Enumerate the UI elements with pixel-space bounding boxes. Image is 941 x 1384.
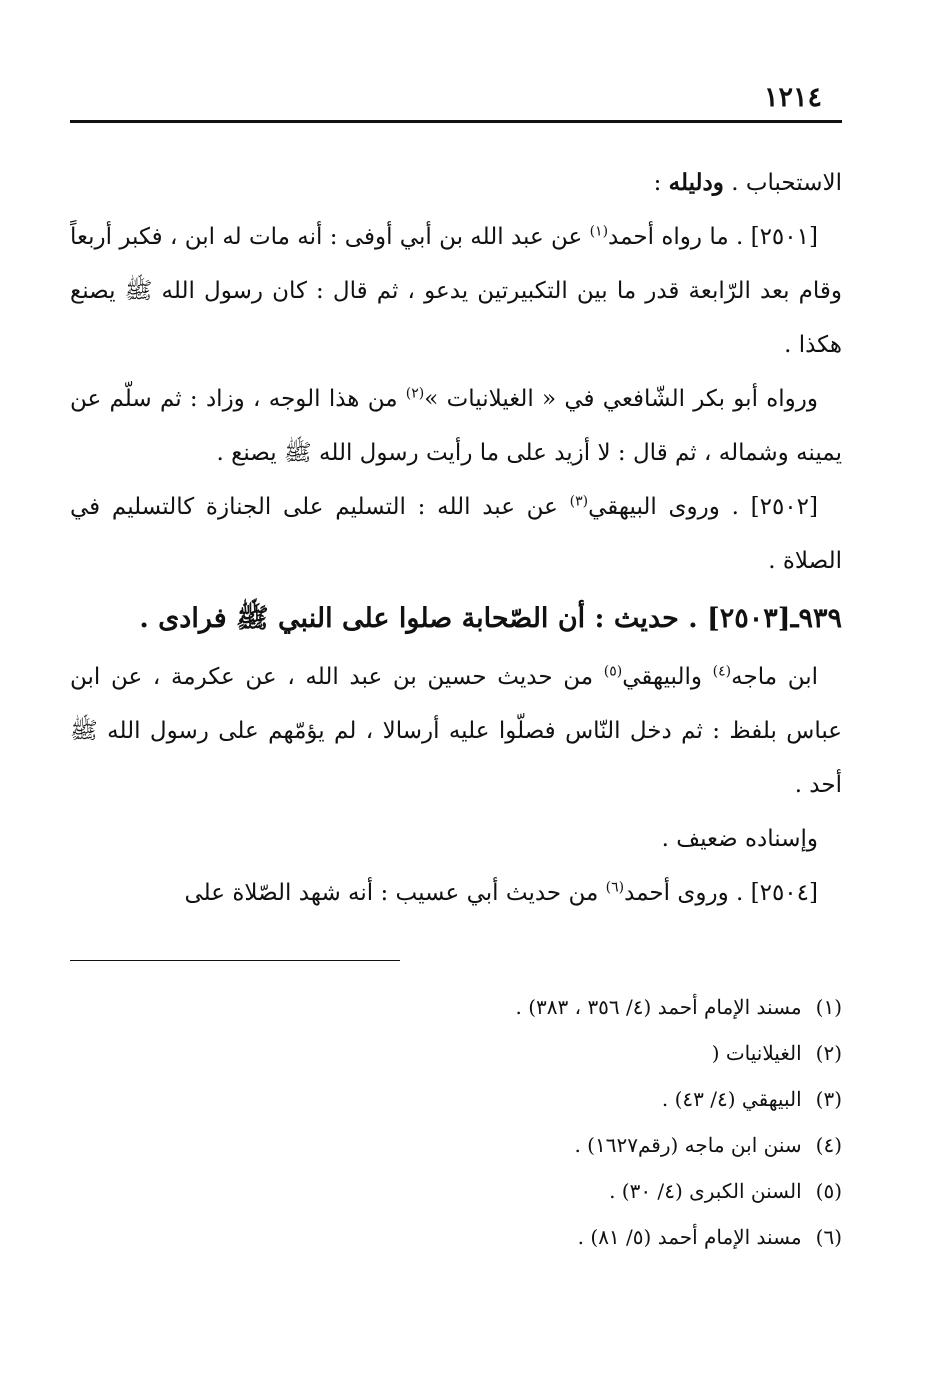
- footnote-item: [70, 1168, 842, 1214]
- footnote-ref-4: (٤): [712, 663, 732, 680]
- text-span: :: [653, 170, 669, 196]
- text-span: ابن ماجه: [731, 664, 818, 690]
- text-span: الاستحباب .: [723, 170, 842, 196]
- footnote-item: [70, 1122, 842, 1168]
- paragraph-hadith-2504: [70, 866, 842, 920]
- evidence-label: ودليله: [668, 169, 724, 196]
- section-heading: ٩٣٩ـ[٢٥٠٣] . حديث : أن الصّحابة صلوا على النبي ﷺ فرادى .: [139, 603, 842, 634]
- paragraph-ibn-majah: [70, 650, 842, 812]
- paragraph-hadith-2501: [70, 210, 842, 372]
- text-span: [٢٥٠٢] . وروى البيهقي: [588, 494, 818, 520]
- footnote-number: (٥): [815, 1179, 842, 1203]
- text-span: من هذا الوجه ، وزاد : ثم سلّم عن يمينه وشماله ، ثم قال : لا أزيد على ما رأيت رسول الله ﷺ يصنع .: [70, 386, 842, 466]
- footnote-text: مسند الإمام أحمد (٤/ ٣٥٦ ، ٣٨٣) .: [515, 995, 802, 1019]
- paragraph-hadith-2502: [70, 480, 842, 588]
- book-page: [70, 78, 842, 1328]
- footnote-item: [70, 1214, 842, 1260]
- footnote-separator: [70, 960, 400, 961]
- text-span: من حديث أبي عسيب : أنه شهد الصّلاة على: [184, 880, 606, 906]
- footnote-number: (٤): [815, 1133, 842, 1157]
- footnote-number: (١): [815, 995, 842, 1019]
- footnote-text: البيهقي (٤/ ٤٣) .: [661, 1087, 802, 1111]
- footnote-text: سنن ابن ماجه (رقم١٦٢٧) .: [574, 1133, 802, 1157]
- paragraph-intro: [70, 156, 842, 210]
- footnote-item: [70, 984, 842, 1030]
- footnote-ref-1: (١): [589, 223, 609, 240]
- text-span: [٢٥٠٤] . وروى أحمد: [624, 880, 818, 906]
- text-span: من حديث حسين بن عبد الله ، عن عكرمة ، عن ابن عباس بلفظ : ثم دخل النّاس فصلّوا عليه أرسالا ، لم يؤمّهم على رسول الله ﷺ أحد .: [70, 664, 842, 798]
- footnote-item: [70, 1030, 842, 1076]
- footnote-text: مسند الإمام أحمد (٥/ ٨١) .: [577, 1225, 802, 1249]
- text-span: والبيهقي: [622, 664, 713, 690]
- paragraph-isnad: وإسناده ضعيف .: [661, 826, 818, 852]
- footnote-item: [70, 1076, 842, 1122]
- footnote-ref-5: (٥): [603, 663, 623, 680]
- footnote-ref-3: (٣): [569, 493, 589, 510]
- text-span: ورواه أبو بكر الشّافعي في « الغيلانيات »: [424, 386, 819, 412]
- footnote-number: (٣): [815, 1087, 842, 1111]
- footnote-ref-2: (٢): [405, 385, 425, 402]
- main-text: [70, 156, 842, 920]
- footnote-number: (٦): [815, 1225, 842, 1249]
- page-number: ١٢١٤: [763, 82, 822, 113]
- footnote-text: السنن الكبرى (٤/ ٣٠) .: [609, 1179, 802, 1203]
- footnotes-list: [70, 984, 842, 1260]
- footnote-text: الغيلانيات (: [711, 1041, 802, 1065]
- text-span: عن عبد الله بن أبي أوفى : أنه مات له ابن ، فكبر أربعاً وقام بعد الرّابعة قدر ما بين التكبيرتين يدعو ، ثم قال : كان رسول الله ﷺ يصنع هكذا .: [70, 224, 842, 358]
- header-rule: [70, 120, 842, 123]
- text-span: [٢٥٠١] . ما رواه أحمد: [608, 224, 818, 250]
- footnote-ref-6: (٦): [605, 879, 625, 896]
- paragraph-ghailaniyat: [70, 372, 842, 480]
- text-span: عن عبد الله : التسليم على الجنازة كالتسليم في الصلاة .: [70, 494, 842, 574]
- footnote-number: (٢): [815, 1041, 842, 1065]
